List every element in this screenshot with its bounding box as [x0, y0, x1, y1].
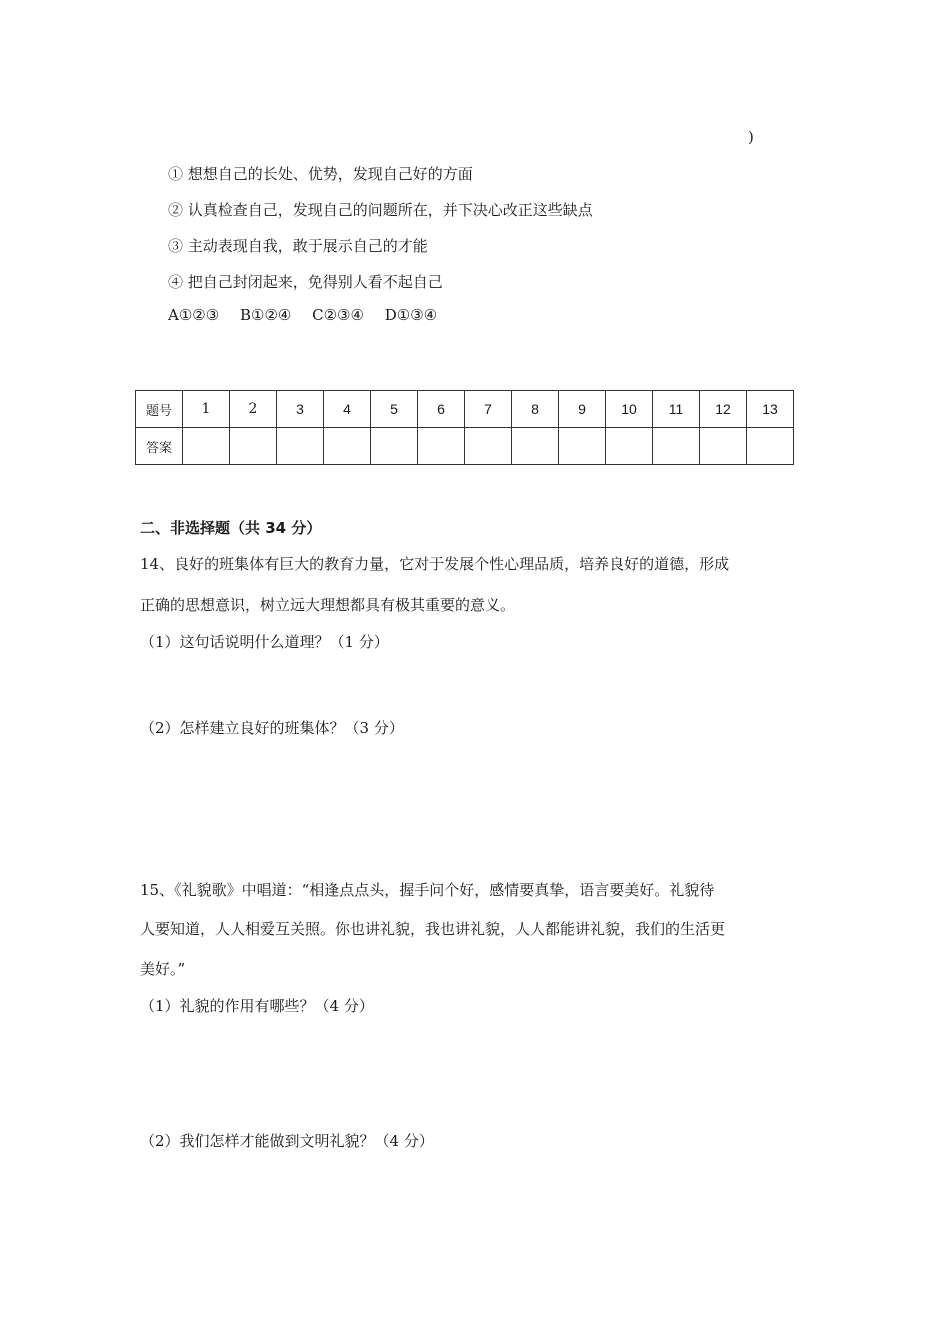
answer-choices	[168, 306, 453, 324]
choice-b: B①②④	[239, 306, 292, 324]
q15-sub-1: （1）礼貌的作用有哪些？（4 分）	[140, 997, 374, 1015]
answer-cell[interactable]	[465, 428, 512, 465]
answer-cell[interactable]	[230, 428, 277, 465]
answer-cell[interactable]	[371, 428, 418, 465]
option-3: ③ 主动表现自我，敢于展示自己的才能	[168, 237, 428, 255]
table-cell-number: 13	[747, 391, 794, 428]
table-cell-number: 11	[653, 391, 700, 428]
table-cell-number: 12	[700, 391, 747, 428]
answer-cell[interactable]	[324, 428, 371, 465]
option-2: ② 认真检查自己，发现自己的问题所在，并下决心改正这些缺点	[168, 201, 593, 219]
table-cell-number: 9	[559, 391, 606, 428]
answer-table	[135, 390, 794, 465]
q14-line-1: 14、良好的班集体有巨大的教育力量，它对于发展个性心理品质，培养良好的道德，形成	[140, 555, 730, 573]
answer-cell[interactable]	[606, 428, 653, 465]
table-row-numbers	[136, 391, 794, 428]
answer-cell[interactable]	[183, 428, 230, 465]
q14-sub-2: （2）怎样建立良好的班集体？（3 分）	[140, 719, 404, 737]
q14-sub-1: （1）这句话说明什么道理？（1 分）	[140, 633, 389, 651]
table-cell-number: 4	[324, 391, 371, 428]
answer-cell[interactable]	[700, 428, 747, 465]
table-cell-number: 3	[277, 391, 324, 428]
q15-line-2: 人要知道，人人相爱互关照。你也讲礼貌，我也讲礼貌，人人都能讲礼貌，我们的生活更	[140, 920, 726, 938]
q15-line-1: 15、《礼貌歌》中唱道：“相逢点点头，握手问个好，感情要真挚，语言要美好。礼貌待	[140, 881, 715, 899]
q15-sub-2: （2）我们怎样才能做到文明礼貌？（4 分）	[140, 1132, 434, 1150]
row-label-number: 题号	[136, 391, 183, 428]
table-cell-number: 1	[183, 391, 230, 428]
row-label-answer: 答案	[136, 428, 183, 465]
answer-cell[interactable]	[277, 428, 324, 465]
table-cell-number: 8	[512, 391, 559, 428]
option-1: ① 想想自己的长处、优势，发现自己好的方面	[168, 165, 473, 183]
table-row-answers	[136, 428, 794, 465]
table-cell-number: 7	[465, 391, 512, 428]
q14-line-2: 正确的思想意识，树立远大理想都具有极其重要的意义。	[140, 596, 516, 614]
answer-cell[interactable]	[653, 428, 700, 465]
answer-cell[interactable]	[512, 428, 559, 465]
answer-cell[interactable]	[418, 428, 465, 465]
table-cell-number: 10	[606, 391, 653, 428]
choice-d: D①③④	[384, 306, 438, 324]
q15-line-3: 美好。”	[140, 960, 186, 978]
choice-c: C②③④	[312, 306, 364, 324]
table-cell-number: 6	[418, 391, 465, 428]
choice-a: A①②③	[168, 306, 220, 324]
table-cell-number: 5	[371, 391, 418, 428]
question-closing-paren: )	[748, 128, 754, 146]
answer-cell[interactable]	[559, 428, 606, 465]
answer-cell[interactable]	[747, 428, 794, 465]
table-cell-number: 2	[230, 391, 277, 428]
section-title: 二、非选择题（共 34 分）	[140, 519, 322, 537]
option-4: ④ 把自己封闭起来，免得别人看不起自己	[168, 273, 443, 291]
